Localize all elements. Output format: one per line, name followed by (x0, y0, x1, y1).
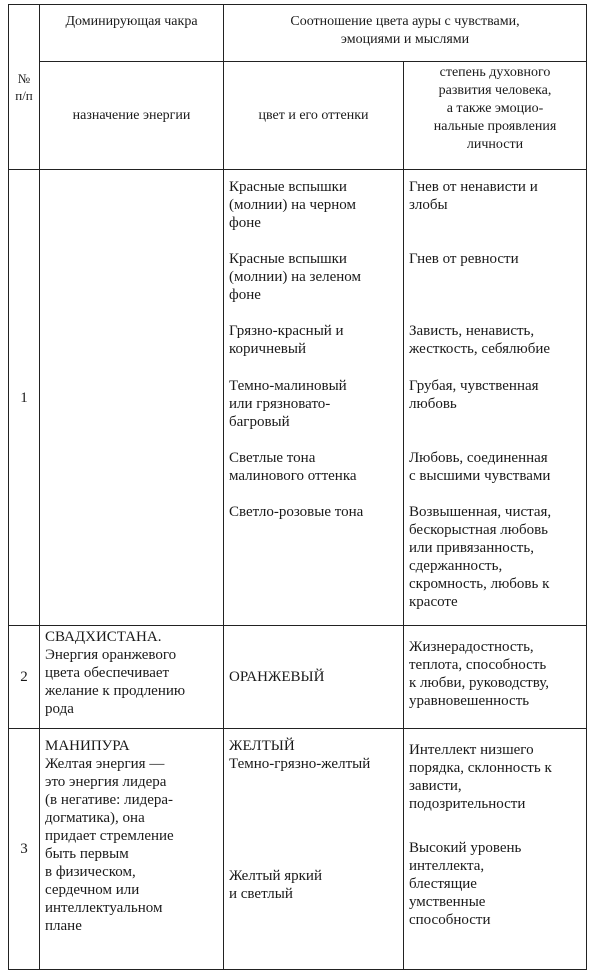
header-development: степень духовного развития человека, а также эмоцио- нальные проявления личности (404, 62, 587, 170)
color-cell (224, 170, 404, 626)
chakra-description: Желтая энергия — это энергия лидера (в негативе: лидера- догматика), она придает стремление быть первым в физическом, сердечном или интеллектуальном плане (45, 756, 174, 934)
chakra-name: МАНИПУРА (45, 738, 130, 754)
chakra-cell (40, 170, 224, 626)
header-num: № п/п (9, 5, 40, 170)
color-cell (224, 626, 404, 729)
header-purpose: назначение энергии (40, 62, 224, 170)
table-row (9, 729, 587, 970)
meaning-entry: Гнев от ненависти и злобы (409, 179, 538, 213)
meaning-cell (404, 626, 587, 729)
meaning-entry: Зависть, ненависть, жесткость, себялюбие (409, 323, 551, 357)
chakra-aura-table (8, 4, 587, 970)
color-main: ОРАНЖЕВЫЙ (229, 669, 325, 685)
color-cell (224, 729, 404, 970)
color-entry: Грязно-красный и коричневый (229, 323, 344, 357)
table-row (9, 170, 587, 626)
color-entry: Желтый яркий и светлый (229, 868, 322, 902)
meaning-entry: Любовь, соединенная с высшими чувствами (409, 450, 551, 484)
header-relation: Соотношение цвета ауры с чувствами, эмоциями и мыслями (224, 5, 587, 62)
row-number: 2 (9, 626, 40, 729)
meaning-entry: Жизнерадостность, теплота, способность к любви, руководству, уравновешенность (409, 639, 550, 709)
color-entry: Светло-розовые тона (229, 504, 364, 520)
table-row (9, 626, 587, 729)
meaning-entry: Высокий уровень интеллекта, блестящие умственные способности (409, 840, 522, 928)
color-entry: Темно-малиновый или грязновато- багровый (229, 378, 347, 430)
meaning-entry: Гнев от ревности (409, 251, 519, 267)
row-number: 3 (9, 729, 40, 970)
header-color: цвет и его оттенки (224, 62, 404, 170)
color-entry: Темно-грязно-желтый (229, 756, 371, 772)
color-entry: Светлые тона малинового оттенка (229, 450, 357, 484)
meaning-entry: Возвышенная, чистая, бескорыстная любовь или привязанность, сдержанность, скромность, любовь к красоте (409, 504, 552, 610)
chakra-name: СВАДХИСТАНА. (45, 629, 162, 645)
row-number: 1 (9, 170, 40, 626)
chakra-cell (40, 729, 224, 970)
chakra-cell (40, 626, 224, 729)
meaning-cell (404, 729, 587, 970)
header-chakra: Доминирующая чакра (40, 5, 224, 62)
color-entry: Красные вспышки (молнии) на черном фоне (229, 179, 356, 231)
color-entry: Красные вспышки (молнии) на зеленом фоне (229, 251, 361, 303)
meaning-entry: Интеллект низшего порядка, склонность к зависти, подозрительности (409, 742, 552, 812)
meaning-entry: Грубая, чувственная любовь (409, 378, 539, 412)
chakra-description: Энергия оранжевого цвета обеспечивает желание к продлению рода (45, 647, 186, 717)
color-main: ЖЕЛТЫЙ (229, 738, 295, 754)
meaning-cell (404, 170, 587, 626)
